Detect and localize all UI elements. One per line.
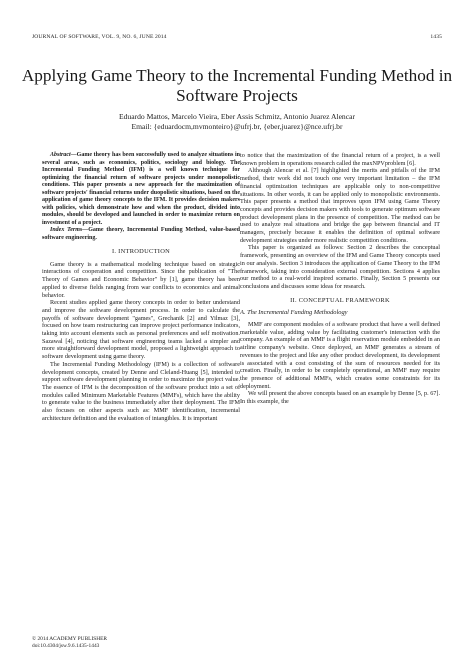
- body-paragraph: Game theory is a mathematical modeling technique based on strategic interactions of cooperation and competition. Since the publication of "The Theory of Games and Economic Behavior" by [1], game theory has been applied to diverse fields ranging from war conflicts to economics and animal behavior.: [42, 260, 240, 299]
- body-paragraph: Recent studies applied game theory concepts in order to better understand and improve the software development process. In order to calculate the payoffs of software development "games", Grechanik [2] and Yilmaz [3], focused on how team restructuring can improve project performance indicators, taking into account elements such as personal preferences and self motivation. Sazawal [4], noticing that software engineering teams lacked a simpler and more straightforward development model, proposed a lightweight approach to software development using game theory.: [42, 299, 240, 361]
- copyright-notice: © 2014 ACADEMY PUBLISHER: [32, 636, 108, 642]
- author-emails: Email: {eduardocm,mvmonteiro}@ufrj.br, {eber,juarez}@nce.ufrj.br: [131, 122, 343, 131]
- section-heading-introduction: I. INTRODUCTION: [111, 248, 171, 255]
- doi-line: doi:10.4304/jsw.9.6.1435-1443: [32, 643, 100, 649]
- section-heading-conceptual-framework: II. CONCEPTUAL FRAMEWORK: [290, 296, 390, 304]
- right-column: [240, 152, 440, 406]
- abstract-text: Game theory has been successfully used to analyze situations in several areas, such as economics, politics, sociology and biology. The Incremental Funding Method (IFM) is a well known technique for optimizing the financial return of software projects under monopolistic conditions. This paper presents a new approach for the maximization of software projects' financial returns under duopolistic situations, based on the application of game theory concepts to the IFM. It provides decision makers with policies, which demonstrate how and when the product, divided into modules, should be developed and launched in order to maximize return on investment of a project.: [42, 152, 240, 226]
- page-number: 1435: [430, 34, 442, 40]
- journal-name: JOURNAL OF SOFTWARE, VOL. 9, NO. 6, JUNE 2014: [32, 34, 167, 40]
- body-paragraph: We will present the above concepts based on an example by Denne [5, p. 67]. In this example, the: [240, 390, 440, 406]
- index-terms-lead: Index Terms—: [50, 227, 89, 233]
- author-block: [20, 112, 454, 132]
- body-paragraph: to notice that the maximization of the financial return of a project, is a well known problem in operations research called the maxNPVproblem [6].: [240, 152, 440, 167]
- index-terms-text: Game theory, Incremental Funding Method, value-based software engineering.: [42, 227, 241, 241]
- left-column: [42, 152, 240, 422]
- body-paragraph: Although Alencar et al. [7] highlighted the merits and pitfalls of the IFM method, their work did not touch one very important limitation – the IFM financial optimization techniques are applicable only to non-competitive situations. In other words, it can be applied only to monopolistic environments. This paper presents a method that improves upon IFM using Game Theory concepts and provides decision makers with tools to generate optimum software product development plans in the presence of competition. The method can be used to analyze real situations and bridge the gap between financial and IT managers, precisely because it enables the definition of optimal software development strategies under more realistic competition conditions.: [240, 167, 440, 244]
- body-paragraph: MMF are component modules of a software product that have a well defined marketable value, adding value by facilitating customer's interaction with the company. An example of an MMF is a flight reservation module embedded in an airline company's website. Once deployed, an MMF generates a stream of revenues to the project and like any other product development, its development is associated with a cost consisting of the sum of resources needed for its creation. Finally, in order to be completely operational, an MMF may require the presence of additional MMFs, which creates some constraints for its deployment.: [240, 321, 440, 390]
- index-terms: [42, 227, 240, 242]
- page-footer: [32, 636, 107, 650]
- abstract: [42, 152, 240, 227]
- author-names: Eduardo Mattos, Marcelo Vieira, Eber Assis Schmitz, Antonio Juarez Alencar: [118, 112, 356, 121]
- abstract-lead: Abstract—: [50, 152, 77, 158]
- body-paragraph: This paper is organized as follows: Section 2 describes the conceptual framework, presenting an overview of the IFM and Game Theory concepts used in our analysis. Section 3 introduces the application of Game Theory to the IFM framework, taking into consideration external competition. Sections 4 applies our method to a real-world inspired scenario. Finally, Section 5 presents our conclusions and discusses some ideas for research.: [240, 244, 440, 290]
- subsection-heading-ifm: A. The Incremental Funding Methodology: [240, 309, 348, 317]
- body-paragraph: The Incremental Funding Methodology (IFM) is a collection of software development concepts, created by Denne and Cleland-Huang [5], intended to support software development planning in order to maximize the project value. The essence of IFM is the decomposition of the software product into a set of modules called Minimum Marketable Features (MMFs), which have the ability to generate value to the business immediately after their deployment. The IFM also focuses on other aspects such as: MMF identification, incremental architecture definition and the evaluation of intangibles. It is important: [42, 360, 240, 422]
- paper-title: Applying Game Theory to the Incremental Funding Method in Software Projects: [21, 66, 453, 105]
- running-header: [32, 34, 442, 40]
